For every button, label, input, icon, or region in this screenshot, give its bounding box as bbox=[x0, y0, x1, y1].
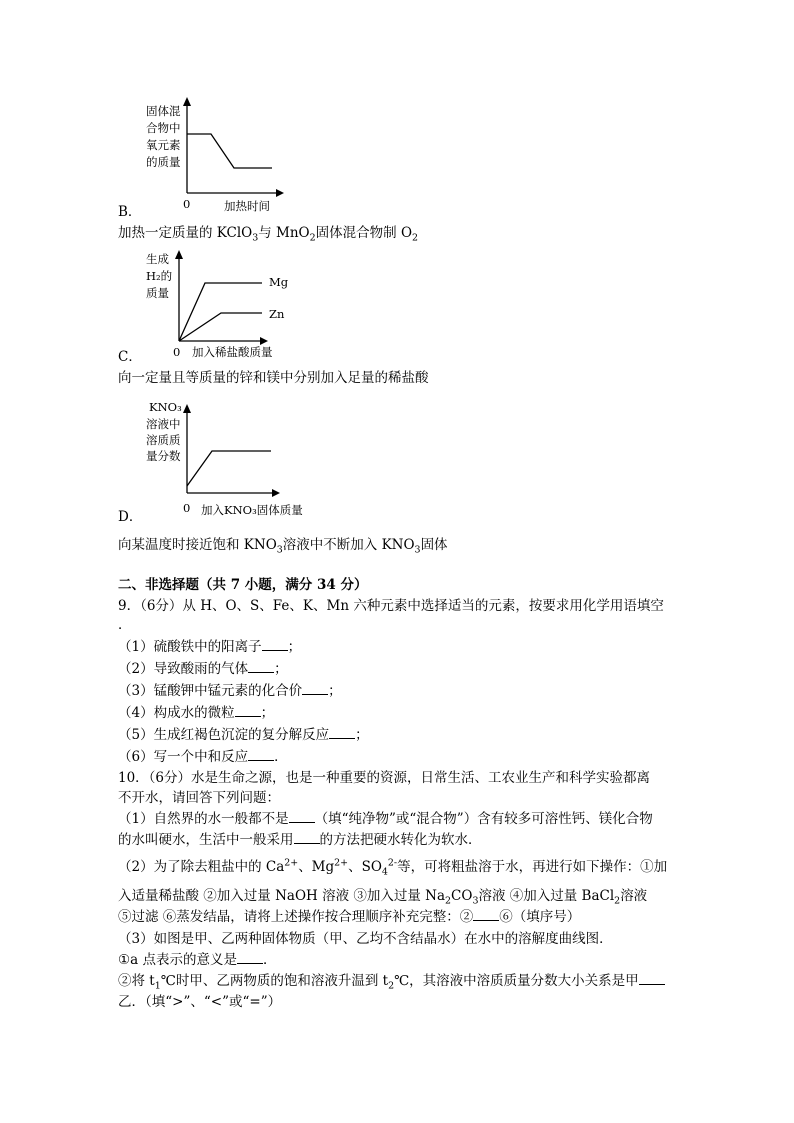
graph-b-ylabel-2: 合物中 bbox=[146, 121, 181, 135]
graph-c-ylabel-1: 生成 bbox=[146, 252, 169, 266]
graph-b-origin: 0 bbox=[183, 197, 191, 211]
graph-c-series-zn: Zn bbox=[269, 307, 285, 321]
graph-c-series-mg: Mg bbox=[269, 275, 289, 289]
graph-d-origin: 0 bbox=[183, 501, 191, 515]
q10-part-2-line-1: （2）为了除去粗盐中的 $Ca^{2+}$、$Mg^{2+}$、$SO_4^{2-}$等，可将粗盐溶于水，再进行如下操作：①加 bbox=[118, 857, 668, 878]
q10-stem-line-1: 10．（6分）水是生命之源，也是一种重要的资源，日常生活、工农业生产和科学实验都离 bbox=[118, 770, 651, 786]
option-d-caption: 向某温度时接近饱和 $KNO_3$溶液中不断加入 $KNO_3$固体 bbox=[118, 537, 448, 556]
q10-part-3-sub-2-tail: 乙．（填“>”、“<”或“=”） bbox=[118, 994, 282, 1010]
q9-item-2: （2）导致酸雨的气体 ； bbox=[118, 661, 288, 677]
graph-d-xlabel: 加入KNO₃固体质量 bbox=[201, 503, 303, 517]
q10-blank-1[interactable] bbox=[289, 810, 315, 823]
q10-part-2-line-2: 入适量稀盐酸 ②加入过量 NaOH 溶液 ③加入过量 $Na_2CO_3$溶液 ④加入过量 BaCl$_2$溶液 bbox=[118, 888, 648, 907]
graph-b-xlabel: 加热时间 bbox=[224, 199, 270, 213]
q10-part-3-sub-1: ①a 点表示的意义是 ． bbox=[118, 952, 277, 968]
graph-d-ylabel-2: 溶液中 bbox=[146, 417, 181, 431]
q9-item-5: （5）生成红褐色沉淀的复分解反应 ； bbox=[118, 727, 369, 743]
graph-c-xlabel: 加入稀盐酸质量 bbox=[192, 345, 273, 359]
q9-blank-2[interactable] bbox=[248, 660, 274, 673]
q9-blank-4[interactable] bbox=[235, 704, 261, 717]
q9-item-3: （3）锰酸钾中锰元素的化合价 ； bbox=[118, 683, 342, 699]
q9-item-4: （4）构成水的微粒 ； bbox=[118, 705, 275, 721]
q10-part-1-line-1: （1）自然界的水一般都不是 （填“纯净物”或“混合物”）含有较多可溶性钙、镁化合物 bbox=[118, 811, 653, 827]
q10-blank-4[interactable] bbox=[237, 951, 263, 964]
graph-b-ylabel-1: 固体混 bbox=[146, 104, 181, 118]
option-c-caption: 向一定量且等质量的锌和镁中分别加入足量的稀盐酸 bbox=[118, 370, 429, 386]
graph-b-ylabel-3: 氧元素 bbox=[146, 138, 181, 152]
option-d-letter: D． bbox=[118, 509, 143, 525]
graph-b-ylabel-4: 的质量 bbox=[146, 155, 181, 169]
q9-blank-1[interactable] bbox=[262, 638, 288, 651]
graph-c-ylabel-3: 质量 bbox=[146, 286, 169, 300]
graph-d-ylabel-4: 量分数 bbox=[146, 449, 181, 463]
option-b-caption: 加热一定质量的 KClO$_3$与 MnO$_2$固体混合物制 $O_2$ bbox=[118, 225, 419, 244]
q10-part-1-line-2: 的水叫硬水，生活中一般采用 的方法把硬水转化为软水． bbox=[118, 832, 482, 848]
q9-blank-6[interactable] bbox=[248, 748, 274, 761]
q9-blank-5[interactable] bbox=[329, 726, 355, 739]
q9-blank-3[interactable] bbox=[302, 682, 328, 695]
graph-c-origin: 0 bbox=[173, 345, 181, 359]
graph-d-curve bbox=[187, 451, 271, 486]
q9-stem: 9．（6分）从 H、O、S、Fe、K、Mn 六种元素中选择适当的元素，按要求用化学用语填空 bbox=[118, 598, 664, 614]
graph-c-ylabel-2: H₂的 bbox=[146, 269, 173, 283]
q9-item-1: （1）硫酸铁中的阳离子 ； bbox=[118, 639, 302, 655]
q10-blank-5[interactable] bbox=[639, 972, 665, 985]
option-b-letter: B． bbox=[118, 204, 142, 220]
q10-stem-line-2: 不开水，请回答下列问题： bbox=[118, 790, 280, 806]
q9-item-6: （6）写一个中和反应 ． bbox=[118, 749, 288, 765]
q10-part-3-sub-2: ②将 $t_1℃$时甲、乙两物质的饱和溶液升温到 $t_2℃$，其溶液中溶质质量分数大小关系是甲 bbox=[118, 972, 665, 990]
q10-blank-3[interactable] bbox=[473, 908, 499, 921]
option-c-letter: C． bbox=[118, 349, 142, 365]
section-title: 二、非选择题（共 7 小题，满分 34 分） bbox=[118, 577, 368, 593]
q10-blank-2[interactable] bbox=[294, 831, 320, 844]
q10-part-3: （3）如图是甲、乙两种固体物质（甲、乙均不含结晶水）在水中的溶解度曲线图． bbox=[118, 931, 613, 947]
q10-part-2-line-3: ⑤过滤 ⑥蒸发结晶，请将上述操作按合理顺序补充完整：② ⑥（填序号） bbox=[118, 909, 581, 925]
graph-d-ylabel-1: KNO₃ bbox=[149, 400, 182, 414]
q9-stem-tail: ． bbox=[118, 617, 132, 633]
graph-d-ylabel-3: 溶质质 bbox=[146, 433, 181, 447]
